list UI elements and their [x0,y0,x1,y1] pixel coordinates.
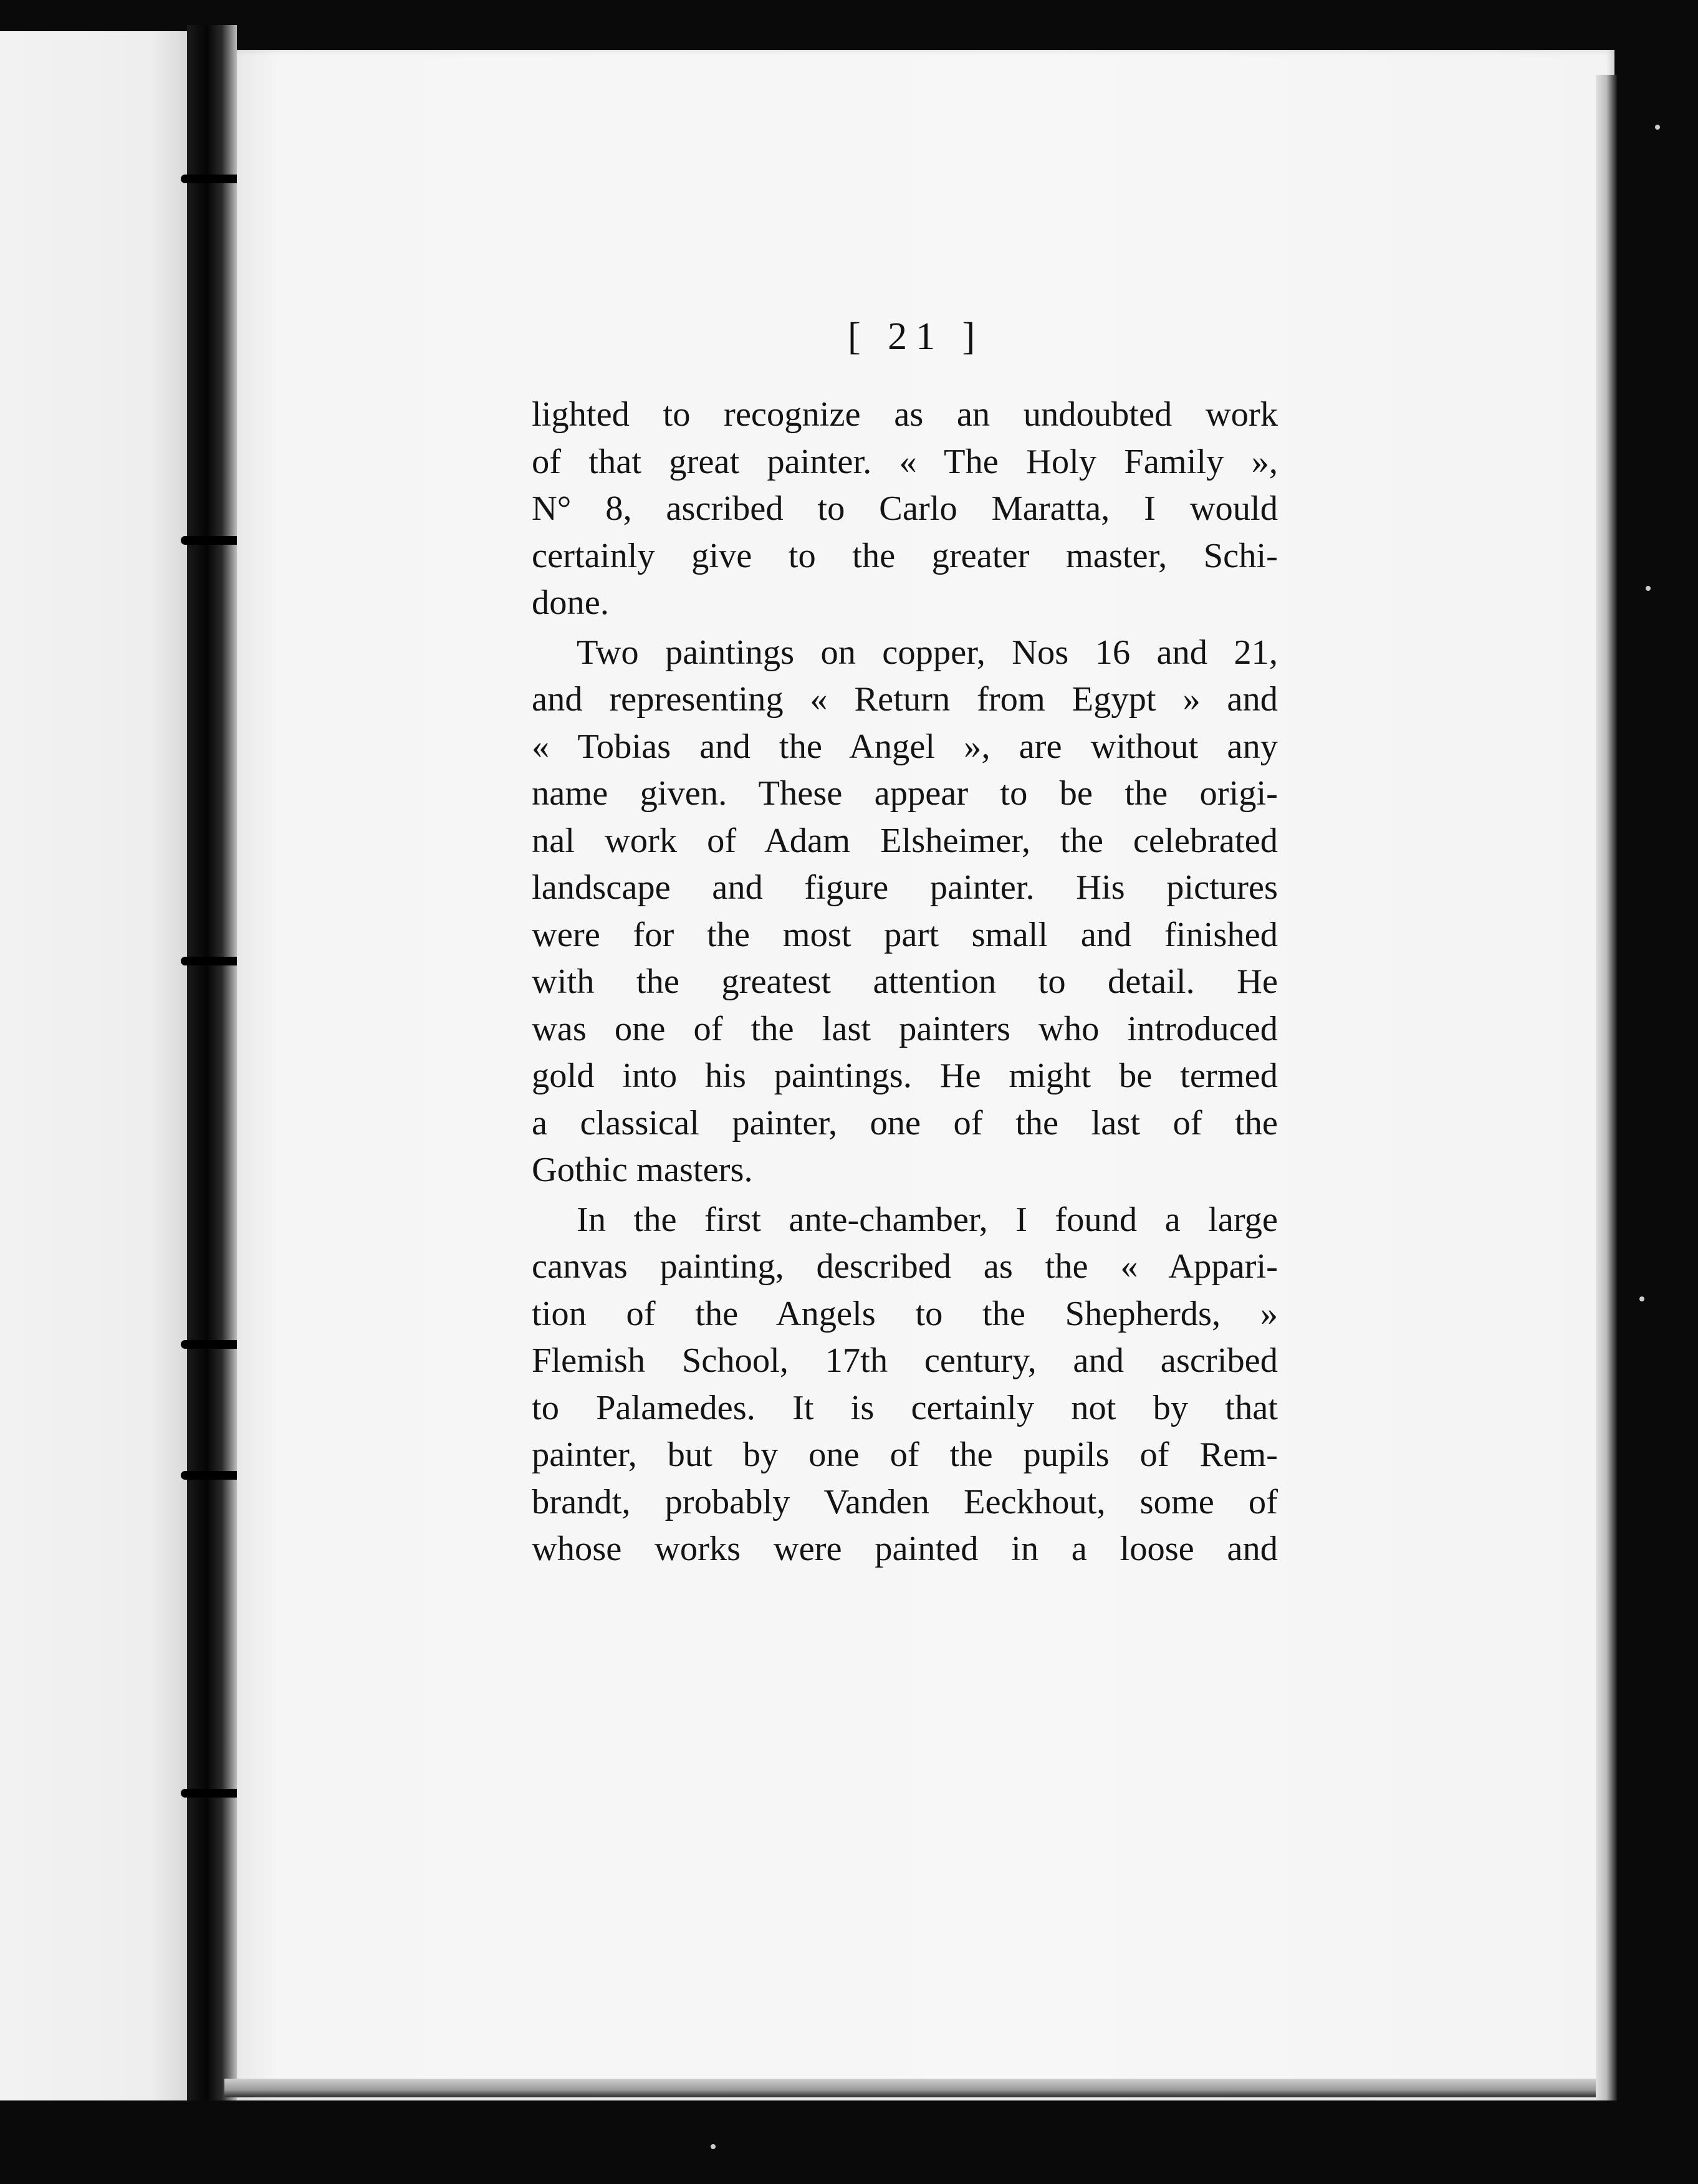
left-facing-page [0,31,187,2100]
dust-speck [1639,1296,1644,1301]
page-right-edge [1596,75,1617,2100]
text-line: were for the most part small and finished [532,915,1278,954]
text-line: certainly give to the greater master, Schi- [532,536,1278,575]
text-line: Gothic masters. [532,1151,753,1189]
paragraph [532,1197,1278,1573]
text-line: brandt, probably Vanden Eeckhout, some of [532,1482,1278,1521]
dust-speck [711,2144,716,2149]
body-text [532,391,1278,1573]
dust-speck [1646,586,1651,591]
text-line: « Tobias and the Angel », are without any [532,727,1278,766]
text-line: landscape and figure painter. His pictures [532,868,1278,907]
paragraph [532,391,1278,627]
text-line: nal work of Adam Elsheimer, the celebrated [532,821,1278,860]
text-line: Two paintings on copper, Nos 16 and 21, [577,633,1278,672]
text-line: a classical painter, one of the last of the [532,1103,1278,1142]
text-line: and representing « Return from Egypt » and [532,680,1278,719]
dust-speck [1655,125,1660,130]
text-line: name given. These appear to be the origi- [532,774,1278,813]
text-line: In the first ante-chamber, I found a large [577,1200,1278,1239]
text-line: was one of the last painters who introduced [532,1009,1278,1048]
text-line: canvas painting, described as the « Appari- [532,1247,1278,1286]
text-line: lighted to recognize as an undoubted work [532,395,1278,434]
page-bottom-edge [224,2079,1596,2097]
text-line: of that great painter. « The Holy Family », [532,442,1278,481]
paragraph [532,630,1278,1194]
text-line: tion of the Angels to the Shepherds, » [532,1294,1278,1333]
text-line: whose works were painted in a loose and [532,1530,1278,1568]
text-line: done. [532,583,609,622]
page-number: [ 21 ] [848,315,984,358]
text-line: with the greatest attention to detail. He [532,962,1278,1001]
text-line: N° 8, ascribed to Carlo Maratta, I would [532,489,1278,528]
text-line: Flemish School, 17th century, and ascribed [532,1341,1278,1380]
text-line: painter, but by one of the pupils of Rem- [532,1435,1278,1474]
text-line: gold into his paintings. He might be termed [532,1056,1278,1095]
text-line: to Palamedes. It is certainly not by that [532,1388,1278,1427]
